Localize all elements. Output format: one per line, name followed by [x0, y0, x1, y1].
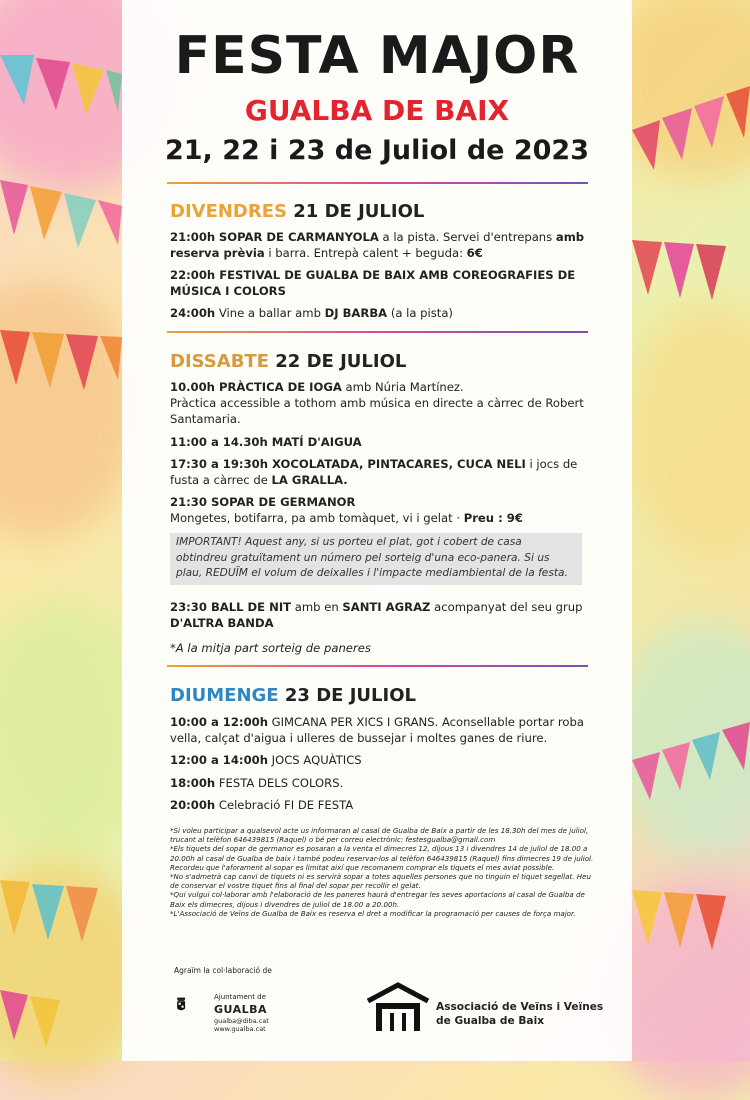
- event-desc: i barra. Entrepà calent + beguda:: [264, 246, 467, 260]
- page-title: FESTA MAJOR: [174, 26, 580, 86]
- event-desc: i jocs de fusta a càrrec de: [170, 457, 578, 487]
- event-desc: amb Núria Martínez.: [341, 380, 464, 394]
- day-heading-friday: [170, 201, 424, 222]
- page-subtitle: GUALBA DE BAIX: [244, 94, 510, 127]
- event-desc: JOCS AQUÀTICS: [267, 753, 362, 767]
- event-title: SOPAR DE CARMANYOLA: [218, 230, 379, 244]
- association-logo-icon: [366, 981, 430, 1033]
- event-desc-bold: D'ALTRA BANDA: [170, 616, 274, 630]
- association-name: [436, 1000, 603, 1028]
- event-desc-bold: amb reserva prèvia: [170, 230, 585, 260]
- event-desc: (a la pista): [387, 306, 453, 320]
- footnote: *Els tiquets del sopar de germanor es posaran a la venta el dimecres 12, dijous 13 i divendres 14 de juliol de 18.00 a 20.00h al casal de Gualba de baix i també podeu reservar-los al telèfon 646439815 (Raquel) fins dimecres 19 de juliol. Recordeu que l'aforament al sopar es limitat així que recomanem comprar els tiquets el mes aviat possible.: [170, 844, 594, 872]
- event-time: 21:00h: [170, 230, 216, 244]
- association-line2: de Gualba de Baix: [436, 1015, 545, 1027]
- event-time: 20:00h: [170, 798, 216, 812]
- event-entry: [170, 752, 590, 768]
- event-time: 23:30 BALL DE NIT: [170, 600, 292, 614]
- event-desc: a la pista. Servei d'entrepans: [378, 230, 556, 244]
- event-entry: [170, 379, 590, 427]
- event-time: 12:00 a 14:00h: [170, 753, 268, 767]
- event-desc: acompanyat del seu grup: [430, 600, 583, 614]
- day-date: 23 DE JULIOL: [284, 685, 416, 706]
- footnote: *L'Associació de Veïns de Gualba de Baix es reserva el dret a modificar la programació per causes de força major.: [170, 908, 576, 918]
- ajuntament-label: Ajuntament de: [214, 993, 266, 1001]
- event-desc: Vine a ballar amb: [215, 306, 325, 320]
- event-entry: [170, 797, 590, 813]
- event-price: Preu : 9€: [463, 511, 523, 525]
- event-price: 6€: [466, 246, 483, 260]
- footnotes: [170, 826, 598, 918]
- event-note: *A la mitja part sorteig de paneres: [170, 641, 371, 655]
- divider: [167, 331, 588, 333]
- event-time: 24:00h: [170, 306, 216, 320]
- sponsor-label: Agraïm la col·laboració de: [174, 966, 272, 975]
- event-time: 21:30 SOPAR DE GERMANOR: [170, 495, 356, 509]
- event-entry: 22:00h FESTIVAL DE GUALBA DE BAIX AMB COREOGRAFIES DE MÚSICA I COLORS: [170, 268, 576, 298]
- day-name: DIVENDRES: [170, 201, 287, 222]
- footnote: *No s'admetrà cap canvi de tiquets ni es servirà sopar a totes aquelles persones que no tinguin el tiquet segellat. Heu de conservar el vostre tiquet fins al final del sopar per recollir el gelat.: [170, 872, 591, 891]
- footnote: *Qui vulgui col·laborar amb l'elaboració de les paneres haurà d'entregar les seves aportacions al casal de Gualba de Baix els dimecres, dijous i divendres de juliol de 18.00 a 20.00h.: [170, 890, 585, 909]
- day-heading-sunday: [170, 685, 416, 706]
- ajuntament-name: GUALBA: [214, 1003, 268, 1016]
- event-time: 17:30 a 19:30h XOCOLATADA, PINTACARES, CUCA NELI: [170, 457, 526, 471]
- event-desc-bold: SANTI AGRAZ: [342, 600, 431, 614]
- event-entry: 11:00 a 14.30h MATÍ D'AIGUA: [170, 435, 362, 449]
- event-entry: [170, 599, 590, 631]
- event-desc-bold: LA GRALLA.: [271, 473, 348, 487]
- event-entry: [170, 775, 590, 791]
- event-desc: amb en: [291, 600, 343, 614]
- event-desc: FESTA DELS COLORS.: [215, 776, 344, 790]
- town-crest-icon: [175, 982, 211, 1032]
- ajuntament-contact: [214, 1017, 269, 1033]
- day-heading-saturday: [170, 351, 406, 372]
- ajuntament-email: gualba@diba.cat: [214, 1017, 269, 1025]
- footnote: *Si voleu participar a qualsevol acte us informaran al casal de Gualba de Baix a partir de les 18.30h del mes de juliol, trucant al telèfon 646439815 (Raquel) o bé per correu electrònic: festesgualba@gmail.com: [170, 826, 589, 845]
- divider: [167, 665, 588, 667]
- event-time: 10.00h PRÀCTICA DE IOGA: [170, 380, 342, 394]
- divider: [167, 182, 588, 184]
- association-line1: Associació de Veïns i Veïnes: [436, 1001, 604, 1013]
- day-name: DIUMENGE: [170, 685, 279, 706]
- event-desc: Celebració FI DE FESTA: [215, 798, 354, 812]
- day-date: 21 DE JULIOL: [293, 201, 425, 222]
- event-entry: [170, 714, 590, 746]
- event-desc: Pràctica accessible a tothom amb música en directe a càrrec de Robert Santamaria.: [170, 396, 584, 426]
- ajuntament-web: www.gualba.cat: [214, 1025, 266, 1033]
- event-entry: [170, 494, 590, 526]
- event-entry: [170, 229, 590, 261]
- event-time: 18:00h: [170, 776, 216, 790]
- event-entry: [170, 456, 590, 488]
- event-desc: GIMCANA PER XICS I GRANS. Aconsellable portar roba vella, calçat d'aigua i ulleres de bussejar i moltes ganes de riure.: [170, 715, 584, 745]
- festival-dates: 21, 22 i 23 de Juliol de 2023: [164, 135, 590, 166]
- event-entry: [170, 305, 590, 321]
- event-desc: Mongetes, botifarra, pa amb tomàquet, vi i gelat ·: [170, 511, 464, 525]
- event-time: 10:00 a 12:00h: [170, 715, 268, 729]
- event-desc-bold: DJ BARBA: [324, 306, 388, 320]
- day-name: DISSABTE: [170, 351, 269, 372]
- important-note: IMPORTANT! Aquest any, si us porteu el plat, got i cobert de casa obtindreu gratuïtament un número pel sorteig d'una eco-panera. Si us plau, REDUÏM el volum de deixalles i l'impacte mediambiental de la festa.: [170, 533, 582, 585]
- day-date: 22 DE JULIOL: [275, 351, 407, 372]
